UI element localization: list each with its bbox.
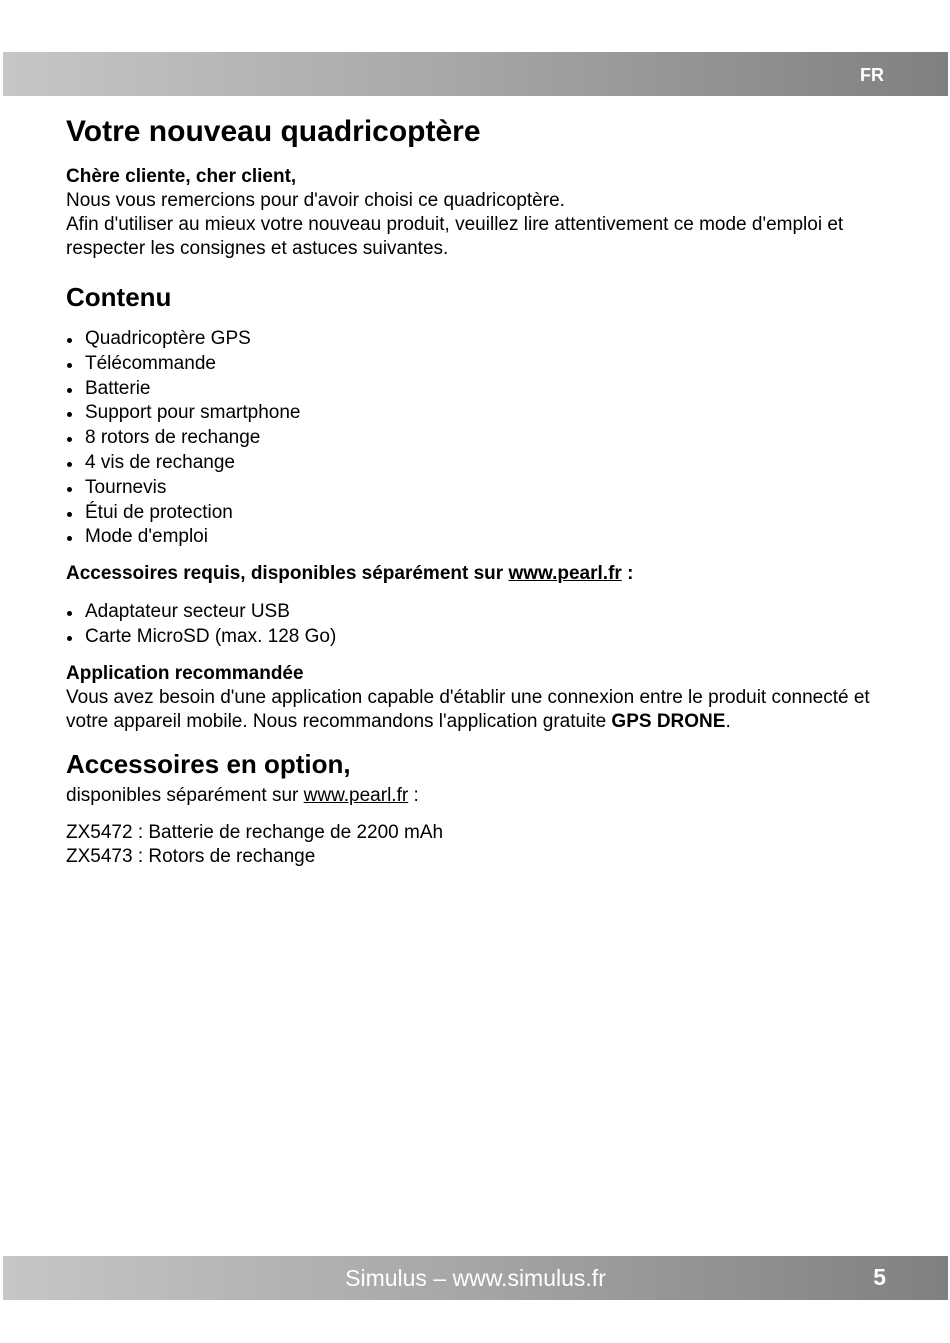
required-list bbox=[66, 600, 886, 650]
header-band bbox=[3, 52, 948, 96]
list-item: Mode d'emploi bbox=[66, 525, 886, 550]
app-name: GPS DRONE bbox=[611, 710, 726, 732]
optional-item-2: ZX5473 : Rotors de rechange bbox=[66, 845, 316, 867]
app-description: Vous avez besoin d'une application capable d'établir une connexion entre le produit connecté et votre appareil mobile. Nous recommandons l'application gratuite bbox=[66, 686, 870, 732]
list-item: Adaptateur secteur USB bbox=[66, 600, 886, 625]
optional-heading: Accessoires en option, bbox=[66, 748, 351, 779]
intro-line-2: Afin d'utiliser au mieux votre nouveau produit, veuillez lire attentivement ce mode d'emploi et respecter les consignes et astuces suivantes. bbox=[66, 214, 844, 259]
pearl-link-2[interactable]: www.pearl.fr bbox=[303, 784, 409, 806]
footer-band bbox=[3, 1256, 948, 1300]
list-item: Étui de protection bbox=[66, 501, 886, 526]
app-text bbox=[66, 686, 886, 734]
required-label-text: Accessoires requis, disponibles séparément sur bbox=[66, 563, 509, 585]
language-label: FR bbox=[860, 65, 884, 85]
list-item: Batterie bbox=[66, 377, 886, 402]
pearl-link[interactable]: www.pearl.fr bbox=[508, 563, 622, 585]
list-item: Carte MicroSD (max. 128 Go) bbox=[66, 625, 886, 650]
optional-line bbox=[66, 784, 886, 808]
page-content bbox=[66, 113, 886, 869]
list-item: 8 rotors de rechange bbox=[66, 426, 886, 451]
optional-item-1: ZX5472 : Batterie de rechange de 2200 mAh bbox=[66, 821, 444, 843]
required-accessories-label bbox=[66, 562, 886, 586]
page-number: 5 bbox=[873, 1264, 886, 1290]
intro-line-1: Nous vous remercions pour d'avoir choisi ce quadricoptère. bbox=[66, 190, 565, 211]
list-item: Quadricoptère GPS bbox=[66, 327, 886, 352]
contents-heading: Contenu bbox=[66, 282, 172, 312]
list-item: Support pour smartphone bbox=[66, 401, 886, 426]
contents-list bbox=[66, 327, 886, 550]
required-label-suffix: : bbox=[621, 563, 634, 585]
greeting: Chère cliente, cher client, bbox=[66, 166, 297, 187]
optional-prefix: disponibles séparément sur bbox=[66, 784, 304, 806]
list-item: 4 vis de rechange bbox=[66, 451, 886, 476]
list-item: Tournevis bbox=[66, 476, 886, 501]
list-item: Télécommande bbox=[66, 352, 886, 377]
footer-text: Simulus – www.simulus.fr bbox=[345, 1265, 606, 1291]
app-end: . bbox=[725, 710, 731, 732]
app-heading: Application recommandée bbox=[66, 662, 304, 684]
page-title: Votre nouveau quadricoptère bbox=[66, 115, 481, 148]
optional-suffix: : bbox=[408, 784, 419, 806]
